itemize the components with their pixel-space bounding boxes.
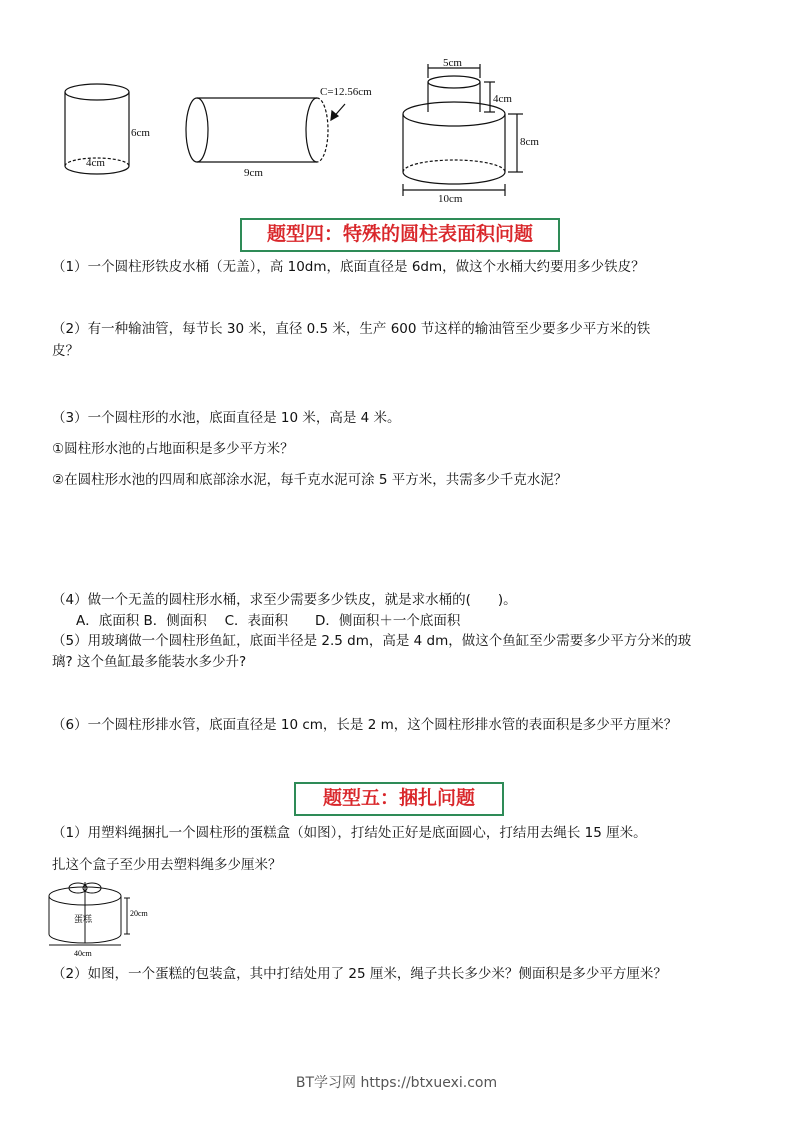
cake-height-label: 20cm: [130, 909, 148, 918]
cylinder2-length-label: 9cm: [244, 167, 263, 179]
stacked-top-width-label: 5cm: [443, 57, 462, 69]
stacked-bottom-width-label: 10cm: [438, 193, 463, 205]
section4-q4-options: A．底面积 B．侧面积 C．表面积 D．侧面积＋一个底面积: [76, 613, 461, 629]
footer-watermark: BT学习网 https://btxuexi.com: [295, 1075, 498, 1091]
cake-box-figure: [40, 876, 170, 960]
section4-q1: （1）一个圆柱形铁皮水桶（无盖），高 10dm，底面直径是 6dm，做这个水桶大约要用多少铁皮？: [52, 259, 645, 275]
cake-width-label: 40cm: [74, 949, 92, 958]
cylinder1-height-label: 6cm: [131, 127, 150, 139]
section4-title: 题型四：特殊的圆柱表面积问题: [240, 218, 560, 252]
section4-q5-line2: 璃? 这个鱼缸最多能装水多少升?: [52, 654, 247, 670]
stacked-bottom-height-label: 8cm: [520, 136, 539, 148]
section4-q3: （3）一个圆柱形的水池，底面直径是 10 米，高是 4 米。: [52, 410, 401, 426]
section4-q6: （6）一个圆柱形排水管，底面直径是 10 cm，长是 2 m，这个圆柱形排水管的表面积是多少平方厘米？: [52, 717, 678, 733]
section5-q1-line2: 扎这个盒子至少用去塑料绳多少厘米？: [52, 857, 282, 873]
cylinder1-bottom-label: 4cm: [86, 157, 105, 169]
section5-title: 题型五：捆扎问题: [294, 782, 504, 816]
section5-q2: （2）如图，一个蛋糕的包装盒，其中打结处用了 25 厘米，绳子共长多少米？侧面积是多少平方厘米？: [52, 966, 667, 982]
cylinder2-circumference-label: C=12.56cm: [320, 86, 372, 98]
section5-q1-line1: （1）用塑料绳捆扎一个圆柱形的蛋糕盒（如图），打结处正好是底面圆心，打结用去绳长 15 厘米。: [52, 825, 647, 841]
top-figures: [0, 0, 793, 210]
stacked-cylinder-figure: [403, 64, 523, 196]
section4-q4: （4）做一个无盖的圆柱形水桶，求至少需要多少铁皮，就是求水桶的( )。: [52, 592, 517, 608]
section4-q2-line1: （2）有一种输油管，每节长 30 米，直径 0.5 米，生产 600 节这样的输油管至少要多少平方米的铁: [52, 321, 651, 337]
section4-q3-b: ②在圆柱形水池的四周和底部涂水泥，每千克水泥可涂 5 平方米，共需多少千克水泥？: [52, 472, 568, 488]
stacked-top-height-label: 4cm: [493, 93, 512, 105]
section4-q5-line1: （5）用玻璃做一个圆柱形鱼缸，底面半径是 2.5 dm，高是 4 dm，做这个鱼缸至少需要多少平方分米的玻: [52, 633, 692, 649]
section4-q2-line2: 皮？: [52, 343, 79, 359]
cylinder-figure-2: [186, 98, 345, 162]
cake-label: 蛋糕: [74, 915, 93, 925]
section4-q3-a: ①圆柱形水池的占地面积是多少平方米？: [52, 441, 294, 457]
